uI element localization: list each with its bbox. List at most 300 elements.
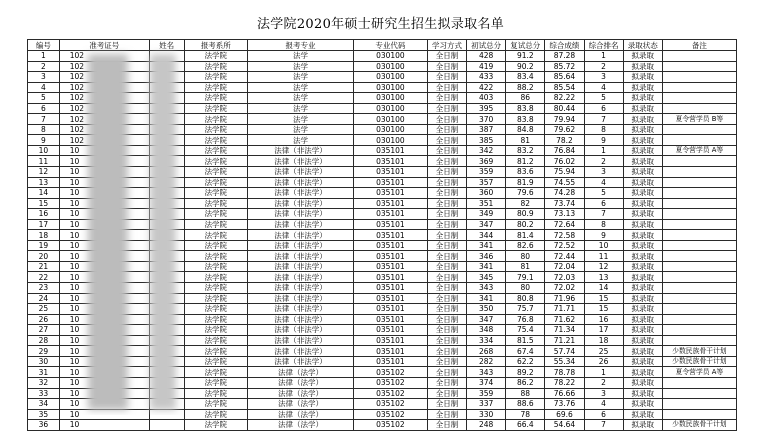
cell-major: 法律（非法学）	[248, 314, 354, 325]
cell-study-mode: 全日制	[427, 135, 466, 146]
table-row	[28, 198, 737, 209]
cell-initial-score: 330	[467, 409, 506, 420]
cell-major-code: 035101	[353, 167, 427, 178]
cell-student-name	[149, 367, 184, 378]
cell-dept: 法学院	[184, 240, 247, 251]
cell-initial-score: 282	[467, 356, 506, 367]
cell-study-mode: 全日制	[427, 167, 466, 178]
col-header-exam-id: 准考证号	[59, 40, 149, 51]
cell-note	[662, 61, 736, 72]
table-row	[28, 325, 737, 336]
cell-dept: 法学院	[184, 356, 247, 367]
cell-major-code: 030100	[353, 72, 427, 83]
cell-initial-score: 349	[467, 209, 506, 220]
cell-student-name	[149, 240, 184, 251]
cell-status: 拟录取	[623, 399, 662, 410]
cell-major-code: 035101	[353, 188, 427, 199]
cell-study-mode: 全日制	[427, 103, 466, 114]
cell-total-score: 69.6	[545, 409, 584, 420]
cell-rank: 9	[584, 230, 623, 241]
cell-note	[662, 272, 736, 283]
cell-major-code: 035101	[353, 325, 427, 336]
cell-total-score: 73.13	[545, 209, 584, 220]
cell-total-score: 72.58	[545, 230, 584, 241]
cell-retest-score: 86	[506, 93, 545, 104]
cell-study-mode: 全日制	[427, 335, 466, 346]
cell-dept: 法学院	[184, 219, 247, 230]
cell-exam-id: 102	[59, 135, 149, 146]
cell-student-name	[149, 124, 184, 135]
cell-dept: 法学院	[184, 420, 247, 431]
cell-rank: 16	[584, 314, 623, 325]
cell-major: 法律（非法学）	[248, 177, 354, 188]
cell-major-code: 030100	[353, 114, 427, 125]
cell-note	[662, 399, 736, 410]
cell-exam-id: 10	[59, 399, 149, 410]
cell-status: 拟录取	[623, 230, 662, 241]
cell-exam-id: 10	[59, 261, 149, 272]
table-row	[28, 82, 737, 93]
cell-student-name	[149, 177, 184, 188]
cell-row-no: 11	[28, 156, 60, 167]
cell-total-score: 54.64	[545, 420, 584, 431]
cell-note	[662, 240, 736, 251]
cell-note	[662, 314, 736, 325]
cell-exam-id: 10	[59, 409, 149, 420]
cell-status: 拟录取	[623, 283, 662, 294]
cell-total-score: 76.66	[545, 388, 584, 399]
cell-status: 拟录取	[623, 356, 662, 367]
cell-retest-score: 83.6	[506, 167, 545, 178]
cell-initial-score: 347	[467, 314, 506, 325]
col-header-total-score: 综合成绩	[545, 40, 584, 51]
table-row	[28, 177, 737, 188]
cell-row-no: 25	[28, 304, 60, 315]
cell-total-score: 72.04	[545, 261, 584, 272]
cell-initial-score: 346	[467, 251, 506, 262]
cell-status: 拟录取	[623, 240, 662, 251]
cell-study-mode: 全日制	[427, 145, 466, 156]
cell-student-name	[149, 399, 184, 410]
cell-status: 拟录取	[623, 93, 662, 104]
cell-initial-score: 369	[467, 156, 506, 167]
cell-major-code: 030100	[353, 82, 427, 93]
cell-dept: 法学院	[184, 335, 247, 346]
cell-student-name	[149, 72, 184, 83]
cell-note	[662, 124, 736, 135]
cell-major: 法律（非法学）	[248, 167, 354, 178]
cell-row-no: 36	[28, 420, 60, 431]
cell-dept: 法学院	[184, 103, 247, 114]
cell-total-score: 74.28	[545, 188, 584, 199]
cell-rank: 8	[584, 124, 623, 135]
table-header-row	[28, 40, 737, 51]
cell-student-name	[149, 114, 184, 125]
cell-exam-id: 10	[59, 177, 149, 188]
cell-status: 拟录取	[623, 219, 662, 230]
cell-status: 拟录取	[623, 272, 662, 283]
cell-retest-score: 91.2	[506, 51, 545, 62]
cell-student-name	[149, 230, 184, 241]
cell-note: 夏令营学员 A等	[662, 145, 736, 156]
cell-major: 法律（非法学）	[248, 219, 354, 230]
cell-note	[662, 261, 736, 272]
cell-total-score: 85.54	[545, 82, 584, 93]
cell-major: 法律（法学）	[248, 420, 354, 431]
cell-retest-score: 90.2	[506, 61, 545, 72]
cell-status: 拟录取	[623, 114, 662, 125]
cell-major: 法律（非法学）	[248, 283, 354, 294]
table-row	[28, 367, 737, 378]
cell-major-code: 035101	[353, 177, 427, 188]
cell-rank: 13	[584, 272, 623, 283]
cell-retest-score: 81.2	[506, 156, 545, 167]
cell-note	[662, 409, 736, 420]
cell-student-name	[149, 377, 184, 388]
cell-retest-score: 83.2	[506, 145, 545, 156]
cell-dept: 法学院	[184, 377, 247, 388]
cell-study-mode: 全日制	[427, 93, 466, 104]
cell-student-name	[149, 356, 184, 367]
cell-major: 法学	[248, 72, 354, 83]
cell-retest-score: 80	[506, 283, 545, 294]
table-row	[28, 346, 737, 357]
cell-major: 法学	[248, 103, 354, 114]
cell-initial-score: 385	[467, 135, 506, 146]
cell-dept: 法学院	[184, 325, 247, 336]
cell-major: 法学	[248, 61, 354, 72]
cell-study-mode: 全日制	[427, 240, 466, 251]
cell-row-no: 22	[28, 272, 60, 283]
cell-student-name	[149, 325, 184, 336]
cell-student-name	[149, 304, 184, 315]
cell-dept: 法学院	[184, 209, 247, 220]
cell-retest-score: 67.4	[506, 346, 545, 357]
cell-note	[662, 304, 736, 315]
cell-major-code: 030100	[353, 93, 427, 104]
cell-retest-score: 80.2	[506, 219, 545, 230]
cell-retest-score: 89.2	[506, 367, 545, 378]
cell-status: 拟录取	[623, 209, 662, 220]
cell-student-name	[149, 61, 184, 72]
cell-major: 法律（法学）	[248, 399, 354, 410]
table-row	[28, 219, 737, 230]
cell-initial-score: 337	[467, 399, 506, 410]
cell-student-name	[149, 293, 184, 304]
cell-exam-id: 10	[59, 388, 149, 399]
table-row	[28, 283, 737, 294]
table-row	[28, 209, 737, 220]
cell-rank: 18	[584, 335, 623, 346]
cell-exam-id: 102	[59, 61, 149, 72]
cell-study-mode: 全日制	[427, 230, 466, 241]
cell-note: 少数民族骨干计划	[662, 346, 736, 357]
cell-row-no: 31	[28, 367, 60, 378]
col-header-rank: 综合排名	[584, 40, 623, 51]
cell-total-score: 72.44	[545, 251, 584, 262]
cell-exam-id: 102	[59, 72, 149, 83]
cell-rank: 17	[584, 325, 623, 336]
cell-total-score: 78.78	[545, 367, 584, 378]
table-row	[28, 335, 737, 346]
cell-rank: 9	[584, 135, 623, 146]
cell-exam-id: 10	[59, 198, 149, 209]
cell-major: 法学	[248, 114, 354, 125]
cell-study-mode: 全日制	[427, 61, 466, 72]
cell-initial-score: 359	[467, 388, 506, 399]
cell-dept: 法学院	[184, 114, 247, 125]
cell-study-mode: 全日制	[427, 72, 466, 83]
cell-study-mode: 全日制	[427, 124, 466, 135]
cell-retest-score: 79.6	[506, 188, 545, 199]
cell-major-code: 035101	[353, 293, 427, 304]
cell-study-mode: 全日制	[427, 420, 466, 431]
cell-dept: 法学院	[184, 188, 247, 199]
cell-note	[662, 72, 736, 83]
cell-rank: 7	[584, 420, 623, 431]
cell-student-name	[149, 219, 184, 230]
cell-note	[662, 198, 736, 209]
cell-note	[662, 293, 736, 304]
cell-total-score: 79.62	[545, 124, 584, 135]
table-row	[28, 356, 737, 367]
cell-status: 拟录取	[623, 188, 662, 199]
cell-note: 少数民族骨干计划	[662, 356, 736, 367]
cell-row-no: 7	[28, 114, 60, 125]
cell-retest-score: 83.8	[506, 114, 545, 125]
cell-exam-id: 10	[59, 219, 149, 230]
cell-retest-score: 66.4	[506, 420, 545, 431]
cell-student-name	[149, 272, 184, 283]
cell-dept: 法学院	[184, 135, 247, 146]
cell-status: 拟录取	[623, 198, 662, 209]
cell-total-score: 71.96	[545, 293, 584, 304]
cell-rank: 2	[584, 377, 623, 388]
cell-note	[662, 167, 736, 178]
cell-initial-score: 343	[467, 283, 506, 294]
cell-student-name	[149, 209, 184, 220]
cell-exam-id: 102	[59, 82, 149, 93]
cell-retest-score: 76.8	[506, 314, 545, 325]
cell-rank: 26	[584, 356, 623, 367]
cell-exam-id: 10	[59, 377, 149, 388]
table-row	[28, 388, 737, 399]
cell-study-mode: 全日制	[427, 261, 466, 272]
cell-major: 法律（非法学）	[248, 156, 354, 167]
cell-initial-score: 374	[467, 377, 506, 388]
cell-dept: 法学院	[184, 261, 247, 272]
cell-major-code: 030100	[353, 51, 427, 62]
cell-dept: 法学院	[184, 93, 247, 104]
table-row	[28, 314, 737, 325]
cell-rank: 1	[584, 145, 623, 156]
cell-note	[662, 188, 736, 199]
cell-status: 拟录取	[623, 167, 662, 178]
cell-exam-id: 10	[59, 156, 149, 167]
cell-major-code: 035101	[353, 230, 427, 241]
cell-student-name	[149, 188, 184, 199]
cell-major-code: 035102	[353, 367, 427, 378]
table-row	[28, 51, 737, 62]
cell-major-code: 030100	[353, 124, 427, 135]
cell-student-name	[149, 346, 184, 357]
cell-rank: 5	[584, 188, 623, 199]
cell-rank: 6	[584, 103, 623, 114]
table-row	[28, 377, 737, 388]
cell-initial-score: 357	[467, 177, 506, 188]
cell-major-code: 035102	[353, 409, 427, 420]
cell-rank: 14	[584, 283, 623, 294]
cell-row-no: 26	[28, 314, 60, 325]
cell-rank: 2	[584, 156, 623, 167]
cell-initial-score: 351	[467, 198, 506, 209]
table-body	[28, 51, 737, 431]
cell-dept: 法学院	[184, 198, 247, 209]
col-header-major-code: 专业代码	[353, 40, 427, 51]
cell-status: 拟录取	[623, 135, 662, 146]
cell-student-name	[149, 314, 184, 325]
cell-retest-score: 80.9	[506, 209, 545, 220]
cell-exam-id: 10	[59, 167, 149, 178]
cell-row-no: 10	[28, 145, 60, 156]
cell-note	[662, 377, 736, 388]
cell-rank: 1	[584, 51, 623, 62]
cell-exam-id: 102	[59, 51, 149, 62]
cell-row-no: 35	[28, 409, 60, 420]
cell-retest-score: 62.2	[506, 356, 545, 367]
cell-major-code: 035101	[353, 335, 427, 346]
cell-dept: 法学院	[184, 283, 247, 294]
cell-note	[662, 219, 736, 230]
cell-dept: 法学院	[184, 388, 247, 399]
cell-initial-score: 268	[467, 346, 506, 357]
cell-note	[662, 283, 736, 294]
cell-status: 拟录取	[623, 177, 662, 188]
document-title: 法学院2020年硕士研究生招生拟录取名单	[256, 17, 505, 32]
cell-major: 法律（非法学）	[248, 261, 354, 272]
cell-study-mode: 全日制	[427, 325, 466, 336]
cell-status: 拟录取	[623, 377, 662, 388]
cell-initial-score: 395	[467, 103, 506, 114]
cell-status: 拟录取	[623, 51, 662, 62]
cell-major-code: 035101	[353, 145, 427, 156]
cell-initial-score: 428	[467, 51, 506, 62]
cell-initial-score: 348	[467, 325, 506, 336]
cell-major: 法律（非法学）	[248, 304, 354, 315]
cell-retest-score: 83.4	[506, 72, 545, 83]
cell-major-code: 035101	[353, 240, 427, 251]
cell-major: 法学	[248, 51, 354, 62]
table-row	[28, 399, 737, 410]
cell-note	[662, 103, 736, 114]
cell-rank: 8	[584, 219, 623, 230]
cell-rank: 3	[584, 167, 623, 178]
cell-rank: 4	[584, 177, 623, 188]
cell-major-code: 035102	[353, 388, 427, 399]
cell-rank: 25	[584, 346, 623, 357]
cell-dept: 法学院	[184, 367, 247, 378]
cell-status: 拟录取	[623, 103, 662, 114]
cell-total-score: 73.74	[545, 198, 584, 209]
cell-retest-score: 81	[506, 135, 545, 146]
cell-row-no: 15	[28, 198, 60, 209]
cell-total-score: 79.94	[545, 114, 584, 125]
cell-initial-score: 387	[467, 124, 506, 135]
cell-major-code: 035102	[353, 377, 427, 388]
cell-student-name	[149, 420, 184, 431]
cell-dept: 法学院	[184, 251, 247, 262]
cell-major: 法律（法学）	[248, 367, 354, 378]
cell-initial-score: 370	[467, 114, 506, 125]
cell-study-mode: 全日制	[427, 314, 466, 325]
cell-total-score: 85.64	[545, 72, 584, 83]
cell-study-mode: 全日制	[427, 219, 466, 230]
cell-study-mode: 全日制	[427, 377, 466, 388]
cell-dept: 法学院	[184, 124, 247, 135]
cell-major: 法律（非法学）	[248, 240, 354, 251]
cell-dept: 法学院	[184, 293, 247, 304]
cell-retest-score: 88.6	[506, 399, 545, 410]
cell-major: 法学	[248, 82, 354, 93]
cell-note	[662, 51, 736, 62]
cell-note	[662, 209, 736, 220]
table-row	[28, 420, 737, 431]
cell-student-name	[149, 198, 184, 209]
col-header-major: 报考专业	[248, 40, 354, 51]
cell-rank: 11	[584, 251, 623, 262]
cell-status: 拟录取	[623, 314, 662, 325]
cell-row-no: 27	[28, 325, 60, 336]
cell-major: 法律（非法学）	[248, 198, 354, 209]
cell-exam-id: 10	[59, 272, 149, 283]
cell-major-code: 035101	[353, 283, 427, 294]
cell-retest-score: 88	[506, 388, 545, 399]
cell-initial-score: 341	[467, 240, 506, 251]
cell-rank: 6	[584, 409, 623, 420]
cell-retest-score: 83.8	[506, 103, 545, 114]
cell-major: 法学	[248, 135, 354, 146]
cell-row-no: 24	[28, 293, 60, 304]
cell-exam-id: 102	[59, 114, 149, 125]
cell-major-code: 035101	[353, 156, 427, 167]
cell-note	[662, 388, 736, 399]
cell-note	[662, 230, 736, 241]
cell-exam-id: 10	[59, 240, 149, 251]
cell-row-no: 30	[28, 356, 60, 367]
cell-major-code: 035102	[353, 399, 427, 410]
cell-initial-score: 419	[467, 61, 506, 72]
cell-retest-score: 86.2	[506, 377, 545, 388]
cell-major-code: 035101	[353, 219, 427, 230]
cell-major: 法律（法学）	[248, 388, 354, 399]
cell-initial-score: 343	[467, 367, 506, 378]
cell-row-no: 16	[28, 209, 60, 220]
cell-note: 夏令营学员 B等	[662, 114, 736, 125]
cell-student-name	[149, 261, 184, 272]
cell-row-no: 5	[28, 93, 60, 104]
cell-total-score: 72.03	[545, 272, 584, 283]
cell-major: 法律（法学）	[248, 377, 354, 388]
cell-total-score: 71.62	[545, 314, 584, 325]
cell-initial-score: 344	[467, 230, 506, 241]
cell-status: 拟录取	[623, 293, 662, 304]
cell-initial-score: 248	[467, 420, 506, 431]
cell-total-score: 82.22	[545, 93, 584, 104]
cell-major-code: 035101	[353, 251, 427, 262]
cell-initial-score: 341	[467, 293, 506, 304]
cell-rank: 4	[584, 82, 623, 93]
cell-exam-id: 10	[59, 367, 149, 378]
